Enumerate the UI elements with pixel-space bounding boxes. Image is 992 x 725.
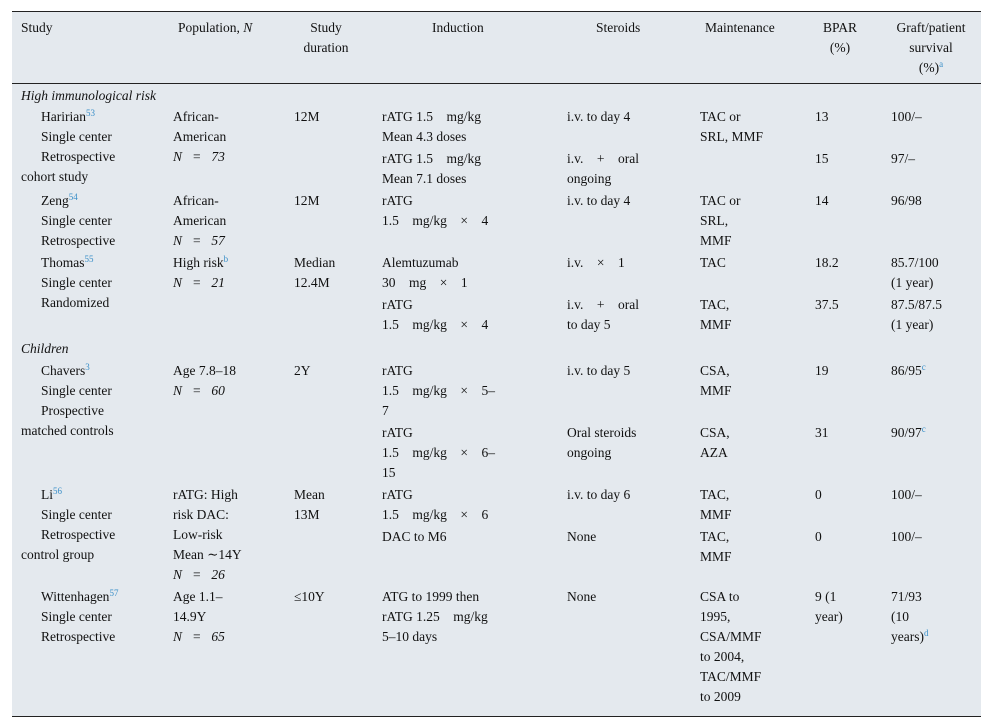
- survival: 100/–: [891, 109, 922, 124]
- survival: 90/97$^c$: [891, 424, 926, 440]
- maintenance: CSA/MMF: [700, 629, 762, 644]
- bpar: 13: [815, 109, 829, 124]
- study-design: cohort study: [21, 169, 89, 184]
- steroids: i.v. to day 4: [567, 193, 631, 208]
- induction: 1.5 mg/kg × 4: [382, 317, 489, 332]
- duration: 13M: [294, 507, 320, 522]
- population: Low-risk: [173, 527, 223, 542]
- population: rATG: High: [173, 487, 238, 502]
- survival: 87.5/87.5: [891, 297, 943, 312]
- study-design: Prospective: [41, 403, 104, 418]
- header-maintenance: Maintenance: [705, 20, 775, 35]
- population-n: N = 26: [173, 567, 225, 582]
- survival: 86/95$^c$: [891, 362, 926, 378]
- study-name: Wittenhagen$^{57}$: [41, 588, 119, 604]
- induction: rATG: [382, 425, 413, 440]
- induction: 30 mg × 1: [382, 275, 468, 290]
- section-high-risk: High immunological risk: [21, 88, 156, 103]
- table-header: [12, 12, 981, 84]
- section-children: Children: [21, 341, 69, 356]
- population: Mean ∼14Y: [173, 547, 242, 562]
- induction: rATG 1.5 mg/kg: [382, 109, 481, 124]
- induction: 15: [382, 465, 396, 480]
- steroids: i.v. × 1: [567, 255, 625, 270]
- maintenance: TAC,: [700, 529, 730, 544]
- maintenance: SRL,: [700, 213, 729, 228]
- study-name: Haririan$^{53}$: [41, 108, 95, 124]
- header-duration: Study duration: [303, 20, 349, 55]
- bpar: 31: [815, 425, 829, 440]
- header-induction: Induction: [432, 20, 484, 35]
- duration: 12M: [294, 109, 320, 124]
- duration: Mean: [294, 487, 325, 502]
- study-name: Thomas$^{55}$: [41, 254, 94, 270]
- maintenance: TAC: [700, 255, 726, 270]
- bpar: 19: [815, 363, 829, 378]
- steroids: i.v. to day 6: [567, 487, 631, 502]
- header-steroids: Steroids: [596, 20, 641, 35]
- maintenance: to 2004,: [700, 649, 745, 664]
- induction: ATG to 1999 then: [382, 589, 480, 604]
- maintenance: MMF: [700, 549, 732, 564]
- study-site: Single center: [41, 213, 112, 228]
- steroids: i.v. to day 5: [567, 363, 631, 378]
- maintenance: MMF: [700, 233, 732, 248]
- duration: 12.4M: [294, 275, 330, 290]
- maintenance: MMF: [700, 317, 732, 332]
- study-name: Li$^{56}$: [41, 486, 62, 502]
- header-bpar: BPAR (%): [822, 20, 858, 55]
- steroids: None: [567, 589, 597, 604]
- bpar: 15: [815, 151, 829, 166]
- population-n: N = 57: [173, 233, 225, 248]
- population: American: [173, 213, 227, 228]
- bpar: 18.2: [815, 255, 839, 270]
- maintenance: to 2009: [700, 689, 741, 704]
- study-design: Retrospective: [41, 629, 116, 644]
- induction: 1.5 mg/kg × 6–: [382, 445, 495, 460]
- population-n: N = 60: [173, 383, 225, 398]
- induction: Alemtuzumab: [382, 255, 459, 270]
- survival: (1 year): [891, 275, 934, 290]
- induction: 1.5 mg/kg × 6: [382, 507, 489, 522]
- steroids: i.v. + oral: [567, 151, 639, 166]
- maintenance: TAC or: [700, 193, 741, 208]
- bpar: 0: [815, 487, 822, 502]
- induction: rATG: [382, 297, 413, 312]
- bpar: year): [815, 609, 843, 624]
- maintenance: MMF: [700, 383, 732, 398]
- population: African-: [173, 193, 219, 208]
- induction: 5–10 days: [382, 629, 438, 644]
- population: American: [173, 129, 227, 144]
- maintenance: TAC,: [700, 487, 730, 502]
- maintenance: MMF: [700, 507, 732, 522]
- duration: 12M: [294, 193, 320, 208]
- induction: 1.5 mg/kg × 5–: [382, 383, 495, 398]
- survival: 100/–: [891, 487, 922, 502]
- duration: Median: [294, 255, 336, 270]
- maintenance: CSA,: [700, 363, 730, 378]
- induction: rATG: [382, 193, 413, 208]
- survival: years)$^d$: [891, 628, 929, 644]
- study-name: Chavers$^3$: [41, 362, 90, 378]
- study-site: Single center: [41, 507, 112, 522]
- population: High risk$^b$: [173, 254, 229, 270]
- induction: DAC to M6: [382, 529, 447, 544]
- population: Age 7.8–18: [173, 363, 236, 378]
- duration: ≤10Y: [294, 589, 325, 604]
- steroids: Oral steroids: [567, 425, 637, 440]
- maintenance: SRL, MMF: [700, 129, 764, 144]
- duration: 2Y: [294, 363, 311, 378]
- maintenance: AZA: [700, 445, 728, 460]
- survival: 85.7/100: [891, 255, 939, 270]
- survival: 71/93: [891, 589, 922, 604]
- study-design: control group: [21, 547, 95, 562]
- study-design: Retrospective: [41, 233, 116, 248]
- population: Age 1.1–: [173, 589, 223, 604]
- survival: (1 year): [891, 317, 934, 332]
- steroids: ongoing: [567, 445, 612, 460]
- population-n: N = 73: [173, 149, 225, 164]
- maintenance: 1995,: [700, 609, 731, 624]
- steroids: i.v. to day 4: [567, 109, 631, 124]
- study-site: Single center: [41, 275, 112, 290]
- induction: rATG 1.25 mg/kg: [382, 609, 488, 624]
- maintenance: TAC/MMF: [700, 669, 762, 684]
- steroids: ongoing: [567, 171, 612, 186]
- maintenance: TAC,: [700, 297, 730, 312]
- steroids: None: [567, 529, 597, 544]
- population: 14.9Y: [173, 609, 207, 624]
- maintenance: TAC or: [700, 109, 741, 124]
- survival: 96/98: [891, 193, 922, 208]
- maintenance: CSA to: [700, 589, 740, 604]
- steroids: to day 5: [567, 317, 611, 332]
- maintenance: CSA,: [700, 425, 730, 440]
- population: risk DAC:: [173, 507, 229, 522]
- induction: Mean 4.3 doses: [382, 129, 467, 144]
- induction: rATG 1.5 mg/kg: [382, 151, 481, 166]
- population-n: N = 21: [173, 275, 225, 290]
- header-population: Population, N: [178, 20, 253, 35]
- induction: rATG: [382, 363, 413, 378]
- survival: 100/–: [891, 529, 922, 544]
- study-table: [12, 11, 981, 717]
- induction: rATG: [382, 487, 413, 502]
- header-study: Study: [21, 20, 53, 35]
- bpar: 37.5: [815, 297, 839, 312]
- bpar: 0: [815, 529, 822, 544]
- steroids: i.v. + oral: [567, 297, 639, 312]
- induction: 1.5 mg/kg × 4: [382, 213, 489, 228]
- population-n: N = 65: [173, 629, 225, 644]
- study-design: Retrospective: [41, 149, 116, 164]
- study-design: Randomized: [41, 295, 110, 310]
- header-survival: Graft/patient survival (%)$^a$: [896, 20, 966, 75]
- survival: 97/–: [891, 151, 916, 166]
- population: African-: [173, 109, 219, 124]
- induction: Mean 7.1 doses: [382, 171, 467, 186]
- study-site: Single center: [41, 383, 112, 398]
- induction: 7: [382, 403, 389, 418]
- bpar: 9 (1: [815, 589, 837, 604]
- study-name: Zeng$^{54}$: [41, 192, 78, 208]
- survival: (10: [891, 609, 909, 624]
- study-site: Single center: [41, 129, 112, 144]
- study-site: Single center: [41, 609, 112, 624]
- bpar: 14: [815, 193, 829, 208]
- study-design: matched controls: [21, 423, 114, 438]
- study-design: Retrospective: [41, 527, 116, 542]
